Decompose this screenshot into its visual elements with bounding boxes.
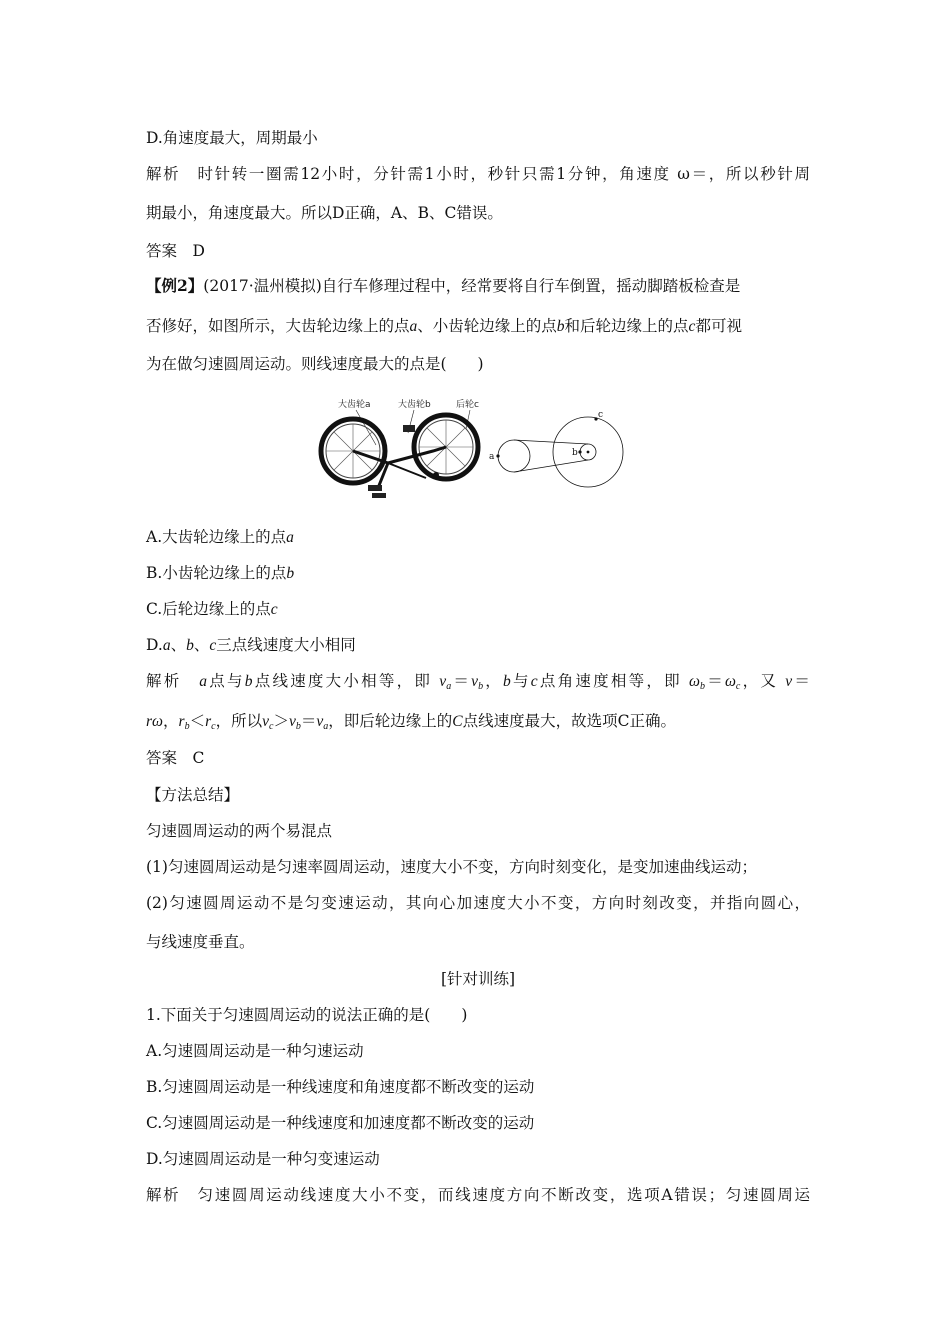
label-big-gear-a: 大齿轮a (338, 400, 371, 410)
analysis2-line-1: 解析 a点与b点线速度大小相等，即 $v_a=v_b$，b与c点角速度相等，即 $\omega_b=\omega_c$，又 v＝ (146, 672, 810, 692)
bicycle-gear-figure (318, 393, 630, 505)
bicycle-photo (321, 398, 479, 498)
label-big-gear-b: 大齿轮b (398, 400, 431, 410)
training-option-b: B.匀速圆周运动是一种线速度和角速度都不断改变的运动 (146, 1078, 535, 1096)
training-q1: 1.下面关于匀速圆周运动的说法正确的是( ) (146, 1006, 468, 1024)
gear-schematic (489, 410, 623, 487)
example2-stem-3: 为在做匀速圆周运动。则线速度最大的点是( ) (146, 355, 484, 373)
analysis-line-2: 期最小，角速度最大。所以D正确，A、B、C错误。 (146, 204, 503, 222)
point-c-label: c (598, 410, 604, 420)
method-subtitle: 匀速圆周运动的两个易混点 (146, 822, 333, 840)
training-option-c: C.匀速圆周运动是一种线速度和加速度都不断改变的运动 (146, 1114, 535, 1132)
method-title: 【方法总结】 (146, 786, 240, 804)
point-b-label: b (572, 448, 578, 458)
example2-stem-1: 【例2】(2017·温州模拟)自行车修理过程中，经常要将自行车倒置，摇动脚踏板检查是 (146, 276, 741, 295)
option-b: B.小齿轮边缘上的点b (146, 564, 295, 582)
training-option-a: A.匀速圆周运动是一种匀速运动 (146, 1042, 364, 1060)
analysis-line-1: 解析 时针转一圈需12小时，分针需1小时，秒针只需1分钟，角速度 ω＝，所以秒针周 (146, 165, 810, 183)
option-d: D.角速度最大，周期最小 (146, 129, 318, 147)
training-option-d: D.匀速圆周运动是一种匀变速运动 (146, 1150, 380, 1168)
option-a: A.大齿轮边缘上的点a (146, 528, 294, 546)
method-point-1: (1)匀速圆周运动是匀速率圆周运动，速度大小不变，方向时刻变化，是变加速曲线运动； (146, 858, 757, 876)
method-point-2b: 与线速度垂直。 (146, 933, 255, 951)
analysis2-line-2: rω，$r_b<r_c$，所以$v_c>v_b=v_a$，即后轮边缘上的C点线速度最大，故选项C正确。 (146, 712, 676, 732)
option-d-2: D.a、b、c三点线速度大小相同 (146, 636, 356, 654)
label-rear-wheel-c: 后轮c (456, 400, 479, 410)
option-c: C.后轮边缘上的点c (146, 600, 278, 618)
answer: 答案 D (146, 242, 205, 260)
example-tag: 【例2】 (146, 276, 204, 295)
training-analysis: 解析 匀速圆周运动线速度大小不变，而线速度方向不断改变，选项A错误；匀速圆周运 (146, 1186, 810, 1204)
method-point-2a: (2)匀速圆周运动不是匀变速运动，其向心加速度大小不变，方向时刻改变，并指向圆心， (146, 894, 810, 912)
answer-2: 答案 C (146, 749, 205, 767)
training-heading: [针对训练] (440, 970, 516, 988)
example2-stem-2: 否修好，如图所示，大齿轮边缘上的点a、小齿轮边缘上的点b和后轮边缘上的点c都可视 (146, 317, 742, 335)
point-a-label: a (489, 452, 495, 462)
